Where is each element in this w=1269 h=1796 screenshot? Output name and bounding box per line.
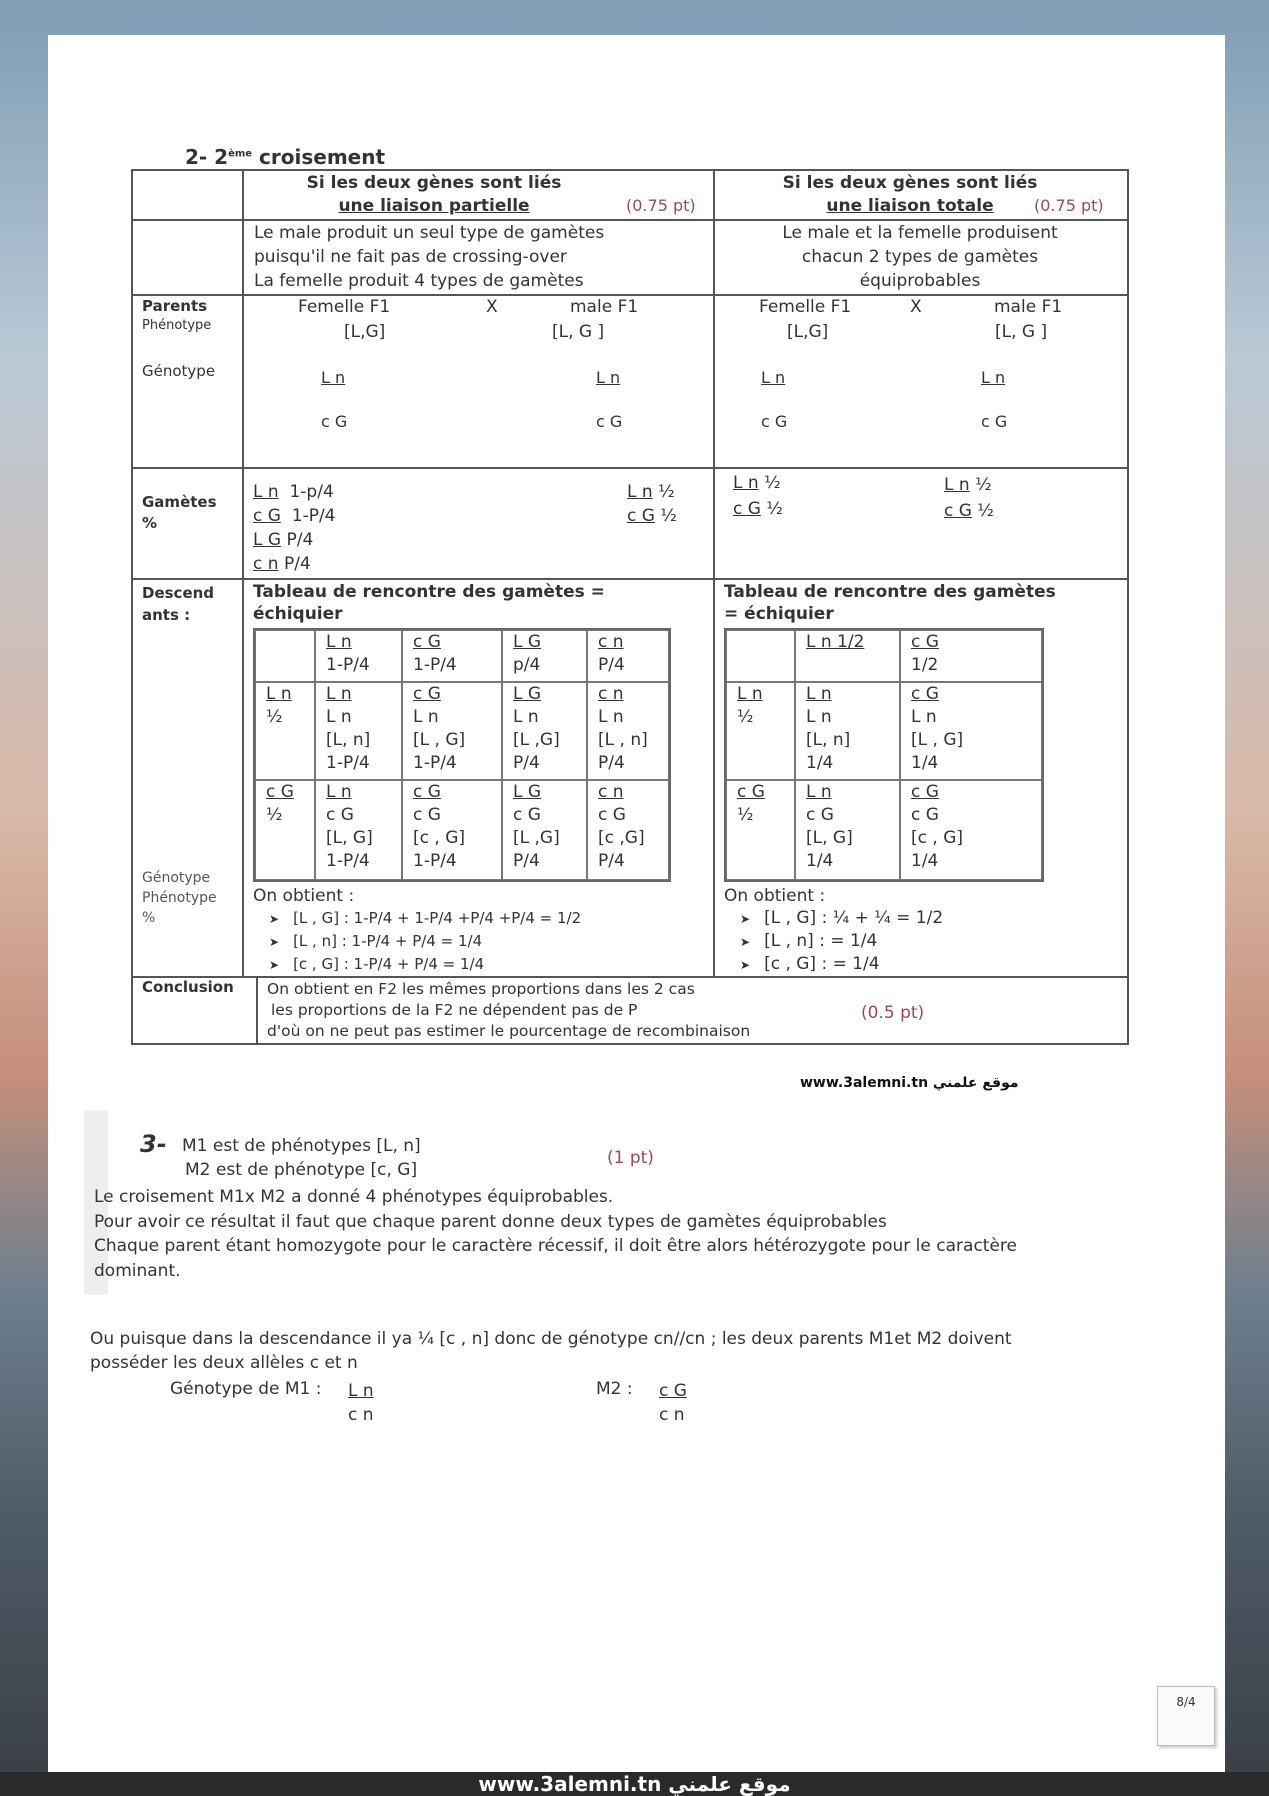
checker-title-partial: Tableau de rencontre des gamètes = échiquier [253, 582, 605, 624]
checker-title-total: Tableau de rencontre des gamètes = échiquier [724, 582, 1056, 624]
checkerboard-total [724, 628, 1044, 882]
checker-cell [402, 780, 502, 880]
m2-genotype: c G c n [659, 1381, 687, 1425]
cell-line: 1/4 [806, 753, 834, 773]
checker-cell [502, 780, 587, 880]
cell-line: c G [266, 782, 294, 802]
footer-watermark[interactable]: www.3alemni.tn موقع علمني [0, 1772, 1269, 1796]
cell-line: 1-P/4 [326, 655, 370, 675]
checker-cell [795, 780, 900, 880]
checker-cell [315, 780, 402, 880]
section3-number: 3- [140, 1130, 167, 1158]
cell-line: P/4 [513, 753, 540, 773]
label-phenotype: Phénotype [142, 318, 212, 333]
cell-line: P/4 [513, 851, 540, 871]
cell-line: [L , G] [413, 730, 466, 750]
cell-line: L n [598, 707, 624, 727]
cell-line: 1-P/4 [413, 753, 457, 773]
cell-line: c G [737, 782, 765, 802]
points-section3: (1 pt) [607, 1148, 654, 1168]
cell-line: c G [911, 684, 939, 704]
cell-line: L n [513, 707, 539, 727]
label-percent: % [142, 514, 158, 532]
checker-header-cell [726, 780, 795, 880]
cell-line: L G [513, 632, 542, 652]
cell-line: P/4 [598, 851, 625, 871]
cell-line: ½ [266, 707, 283, 727]
checker-header-cell [795, 630, 900, 682]
checker-cell [402, 682, 502, 780]
checker-cell [795, 682, 900, 780]
watermark-link[interactable]: www.3alemni.tn موقع علمني [800, 1075, 1019, 1091]
header-partial-linkage: Si les deux gènes sont liés une liaison partielle [306, 173, 562, 216]
cell-line: 1/4 [806, 851, 834, 871]
label-parents: Parents [142, 297, 208, 315]
cell-line: L n 1/2 [806, 632, 865, 652]
cell-line: [L , G] [911, 730, 964, 750]
checker-cell [502, 682, 587, 780]
label-descendants: Descend ants : [142, 584, 215, 624]
cell-line: c G [413, 782, 441, 802]
cell-line: ½ [737, 707, 754, 727]
points-partial: (0.75 pt) [626, 196, 696, 215]
cell-line: c n [598, 782, 624, 802]
cell-line: L n [326, 707, 352, 727]
points-total: (0.75 pt) [1034, 196, 1104, 215]
section3-para2: Ou puisque dans la descendance il ya ¼ [c , n] donc de génotype cn//cn ; les deux parents M1et M2 doivent posséder les deux allèles c et n [90, 1329, 1012, 1373]
page-number: 8/4 [1157, 1686, 1215, 1746]
gametes-total-female: L n ½ c G ½ [733, 473, 783, 519]
cell-line: c G [806, 805, 834, 825]
cell-line: c n [598, 684, 624, 704]
cell-line: p/4 [513, 655, 541, 675]
checker-cell [900, 780, 1042, 880]
checker-header-cell [726, 630, 795, 682]
cell-line: [L, n] [326, 730, 371, 750]
checker-header-cell [726, 682, 795, 780]
cell-line: 1-P/4 [326, 753, 370, 773]
checkerboard-partial [253, 628, 671, 882]
cell-line: P/4 [598, 655, 625, 675]
desc-total: Le male et la femelle produisent chacun 2 types de gamètes équiprobables [782, 223, 1058, 291]
cell-line: L n [806, 684, 832, 704]
cell-line: c G [911, 632, 939, 652]
cell-line: c G [326, 805, 354, 825]
cell-line: ½ [266, 805, 283, 825]
cell-line: L n [911, 707, 937, 727]
cell-line: [L, G] [326, 828, 373, 848]
checker-header-cell [402, 630, 502, 682]
cell-line: [c , G] [911, 828, 963, 848]
cell-line: [L ,G] [513, 828, 560, 848]
cell-line: L n [266, 684, 292, 704]
cell-line: L n [326, 782, 352, 802]
cell-line: 1/4 [911, 753, 939, 773]
checker-cell [587, 780, 669, 880]
gametes-partial-male: L n ½ c G ½ [627, 482, 677, 526]
cell-line: [c ,G] [598, 828, 645, 848]
desc-partial: Le male produit un seul type de gamètes puisqu'il ne fait pas de crossing-over La femelle produit 4 types de gamètes [254, 223, 605, 291]
cell-line: L G [513, 782, 542, 802]
checker-cell [900, 682, 1042, 780]
results-total: On obtient : ➤ [L , G] : ¼ + ¼ = 1/2 ➤ [L , n] : = 1/4 ➤ [c , G] : = 1/4 [724, 886, 944, 974]
cell-line: c G [911, 805, 939, 825]
label-geno-pheno: Génotype Phénotype % [142, 870, 217, 926]
points-conclusion: (0.5 pt) [861, 1003, 925, 1023]
label-conclusion: Conclusion [142, 978, 234, 996]
cell-line: c G [513, 805, 541, 825]
checker-cell [587, 682, 669, 780]
m1-genotype-label: Génotype de M1 : [170, 1379, 322, 1399]
cell-line: L n [326, 684, 352, 704]
checker-header-cell [255, 630, 315, 682]
label-genotype: Génotype [142, 362, 216, 380]
m2-genotype-label: M2 : [596, 1379, 633, 1399]
gametes-total-male: L n ½ c G ½ [944, 475, 994, 521]
cell-line: 1/2 [911, 655, 939, 675]
cell-line: c G [911, 782, 939, 802]
checker-header-cell [587, 630, 669, 682]
cell-line: [c , G] [413, 828, 465, 848]
conclusion-text: On obtient en F2 les mêmes proportions dans les 2 cas les proportions de la F2 ne dépendent pas de P d'où on ne peut pas estimer le pourcentage de recombinaison [267, 980, 751, 1040]
m1-phenotype: M1 est de phénotypes [L, n] [182, 1136, 421, 1156]
cell-line: P/4 [598, 753, 625, 773]
checker-header-cell [255, 682, 315, 780]
header-total-linkage: Si les deux gènes sont liés une liaison totale [782, 173, 1038, 216]
checker-header-cell [502, 630, 587, 682]
cell-line: L n [413, 707, 439, 727]
checker-cell [315, 682, 402, 780]
section-title: 2- 2ème croisement [185, 145, 386, 169]
cell-line: c G [598, 805, 626, 825]
cell-line: L G [513, 684, 542, 704]
cell-line: L n [806, 782, 832, 802]
gametes-partial-female: L n 1-p/4 c G 1-P/4 L G P/4 c n P/4 [253, 482, 336, 574]
cell-line: [L, G] [806, 828, 853, 848]
cell-line: 1/4 [911, 851, 939, 871]
cell-line: c G [413, 805, 441, 825]
cell-line: L n [326, 632, 352, 652]
checker-header-cell [315, 630, 402, 682]
cell-line: c n [598, 632, 624, 652]
m2-phenotype: M2 est de phénotype [c, G] [185, 1160, 418, 1180]
cell-line: 1-P/4 [413, 655, 457, 675]
cell-line: ½ [737, 805, 754, 825]
checker-header-cell [900, 630, 1042, 682]
cell-line: c G [413, 632, 441, 652]
m1-genotype: L n c n [348, 1381, 374, 1425]
results-partial: On obtient : ➤ [L , G] : 1-P/4 + 1-P/4 +P/4 +P/4 = 1/2 ➤ [L , n] : 1-P/4 + P/4 = 1/4 ➤ [c , G] : 1-P/4 + P/4 = 1/4 [253, 886, 582, 973]
cell-line: c G [413, 684, 441, 704]
cell-line: [L, n] [806, 730, 851, 750]
cell-line: 1-P/4 [413, 851, 457, 871]
label-gametes: Gamètes [142, 493, 217, 511]
cell-line: L n [806, 707, 832, 727]
cell-line: [L , n] [598, 730, 648, 750]
checker-header-cell [255, 780, 315, 880]
cell-line: [L ,G] [513, 730, 560, 750]
cell-line: L n [737, 684, 763, 704]
section3-explanation: Le croisement M1x M2 a donné 4 phénotypes équiprobables. Pour avoir ce résultat il faut que chaque parent donne deux types de gamètes équiprobables Chaque parent étant homozygote pour le caractère récessif, il doit être alors hétérozygote pour le caractère dominant. [94, 1187, 1017, 1281]
cell-line: 1-P/4 [326, 851, 370, 871]
